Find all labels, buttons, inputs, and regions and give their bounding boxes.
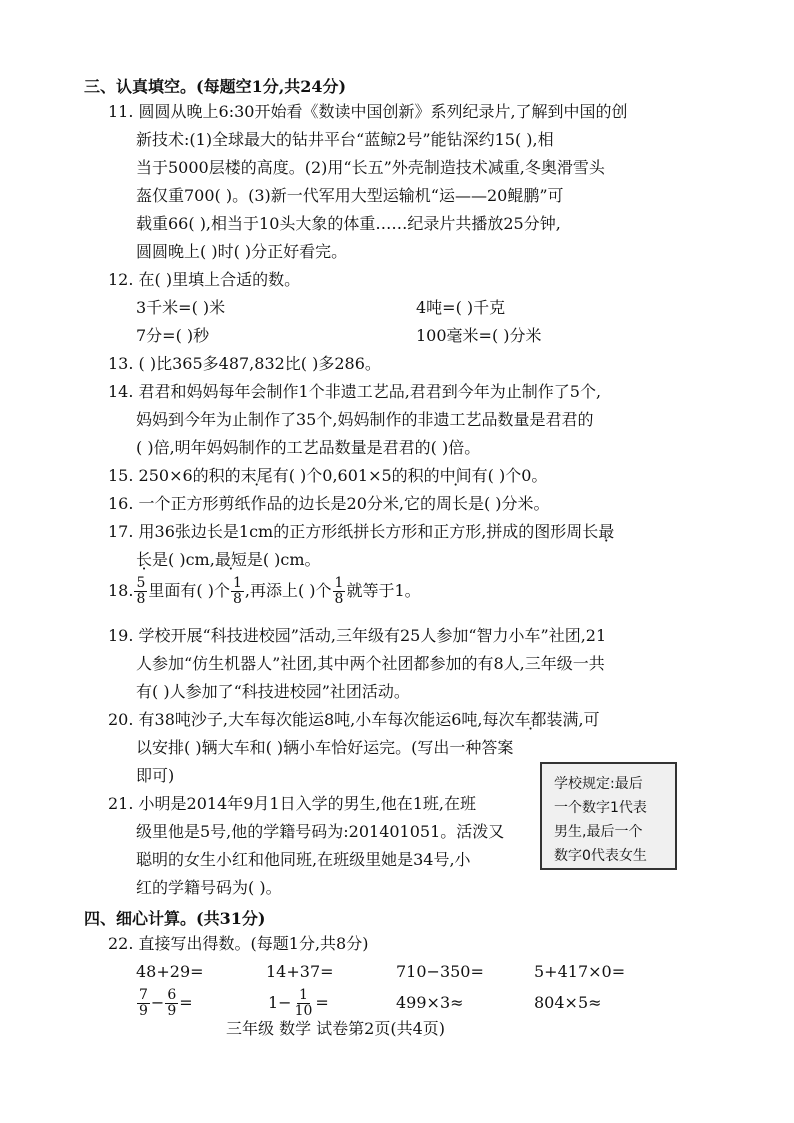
q22-fraction-c: $\frac{1}{10}$ bbox=[294, 987, 313, 1019]
q17-emphasis-1: 最 bbox=[598, 522, 615, 541]
q22-expr-5: $\frac{7}{9}$ − $\frac{6}{9}$ = bbox=[139, 987, 193, 1019]
q16-line-1: 16. 一个正方形剪纸作品的边长是20分米,它的周长是( )分米。 bbox=[108, 494, 550, 513]
q22-expr-8: 804×5≈ bbox=[534, 993, 602, 1012]
q18-fraction-1: $\frac{5}{8}$ bbox=[136, 575, 146, 607]
q11-line-4: 盔仅重700( )。(3)新一代军用大型运输机“运——20鲲鹏”可 bbox=[136, 186, 564, 205]
q11-line-2: 新技术:(1)全球最大的钻井平台“蓝鲸2号”能钻深约15( ),相 bbox=[136, 130, 554, 149]
q20-line-3: 即可) bbox=[136, 766, 175, 785]
q21-line-1: 21. 小明是2014年9月1日入学的男生,他在1班,在班 bbox=[108, 794, 476, 813]
q12-item-a: 3千米=( )米 bbox=[136, 298, 226, 317]
q11-line-5: 载重66( ),相当于10头大象的体重……纪录片共播放25分钟, bbox=[136, 214, 561, 233]
q17-emphasis-3: 最短 bbox=[214, 550, 247, 569]
q20-line-2: 以安排( )辆大车和( )辆小车恰好运完。(写出一种答案 bbox=[136, 738, 514, 757]
q15-line-1: 15. 250×6的积的末尾有( )个0,601×5的积的中间有( )个0。 bbox=[108, 466, 548, 485]
q14-line-2: 妈妈到今年为止制作了35个,妈妈制作的非遗工艺品数量是君君的 bbox=[136, 410, 594, 429]
q12-line-1: 12. 在( )里填上合适的数。 bbox=[108, 270, 301, 289]
q15-emphasis-2: 中间 bbox=[439, 466, 472, 485]
q13-line-1: 13. ( )比365多487,832比( )多286。 bbox=[108, 354, 381, 373]
q21-line-4: 红的学籍号码为( )。 bbox=[136, 878, 282, 897]
q20-emphasis: 每次车都装满 · bbox=[483, 710, 579, 729]
q19-line-2: 人参加“仿生机器人”社团,其中两个社团都参加的有8人,三年级一共 bbox=[136, 654, 605, 673]
q20-line-1: 20. 有38吨沙子,大车每次能运8吨,小车每次能运6吨,每次车都装满 ·,可 bbox=[108, 710, 600, 730]
section-3-title: 三、认真填空。(每题空1分,共24分) bbox=[84, 77, 347, 96]
q22-expr-3: 710−350= bbox=[396, 962, 484, 981]
q22-expr-7: 499×3≈ bbox=[396, 993, 464, 1012]
q12-item-c: 7分=( )秒 bbox=[136, 326, 210, 345]
rule-line-1: 学校规定:最后 bbox=[554, 776, 643, 792]
rule-line-3: 男生,最后一个 bbox=[554, 824, 643, 840]
q19-line-3: 有( )人参加了“科技进校园”社团活动。 bbox=[136, 682, 410, 701]
q19-line-1: 19. 学校开展“科技进校园”活动,三年级有25人参加“智力小车”社团,21 bbox=[108, 626, 607, 645]
q21-line-2: 级里他是5号,他的学籍号码为:201401051。活泼又 bbox=[136, 822, 505, 841]
q12-item-b: 4吨=( )千克 bbox=[416, 298, 506, 317]
q18-line-1: 18. $\frac{5}{8}$ 里面有( )个 $\frac{1}{8}$ ,再添上( )个 $\frac{1}{8}$ 就等于1。 bbox=[108, 575, 421, 607]
q22-expr-6: 1− $\frac{1}{10}$ = bbox=[268, 987, 329, 1019]
q11-line-6: 圆圆晚上( )时( )分正好看完。 bbox=[136, 242, 348, 261]
q14-line-1: 14. 君君和妈妈每年会制作1个非遗工艺品,君君到今年为止制作了5个, bbox=[108, 382, 602, 401]
q17-line-1: 17. 用36张边长是1cm的正方形纸拼长方形和正方形,拼成的图形周长最 bbox=[108, 522, 615, 541]
q21-line-3: 聪明的女生小红和他同班,在班级里她是34号,小 bbox=[136, 850, 471, 869]
q22-expr-4: 5+417×0= bbox=[534, 962, 626, 981]
q17-emphasis-2: 长 bbox=[136, 550, 153, 569]
section-4-title: 四、细心计算。(共31分) bbox=[84, 909, 266, 928]
rule-line-4: 数字0代表女生 bbox=[554, 848, 647, 864]
q22-expr-1: 48+29= bbox=[136, 962, 204, 981]
school-rule-box bbox=[540, 762, 677, 870]
q15-emphasis-1: 末尾 bbox=[240, 466, 273, 485]
q22-fraction-a: $\frac{7}{9}$ bbox=[139, 987, 148, 1019]
q22-expr-2: 14+37= bbox=[266, 962, 334, 981]
rule-line-2: 一个数字1代表 bbox=[554, 800, 647, 816]
q18-fraction-3: $\frac{1}{8}$ bbox=[334, 575, 344, 607]
q22-title: 22. 直接写出得数。(每题1分,共8分) bbox=[108, 934, 369, 953]
q18-fraction-2: $\frac{1}{8}$ bbox=[232, 575, 242, 607]
q17-line-2: 长是( )cm,最短是( )cm。 bbox=[136, 550, 321, 569]
page-footer: 三年级 数学 试卷第2页(共4页) bbox=[226, 1019, 446, 1038]
q22-fraction-b: $\frac{6}{9}$ bbox=[167, 987, 177, 1019]
q11-line-3: 当于5000层楼的高度。(2)用“长五”外壳制造技术减重,冬奥滑雪头 bbox=[136, 158, 605, 177]
q12-item-d: 100毫米=( )分米 bbox=[416, 326, 542, 345]
q11-line-1: 11. 圆圆从晚上6:30开始看《数读中国创新》系列纪录片,了解到中国的创 bbox=[108, 102, 628, 121]
q14-line-3: ( )倍,明年妈妈制作的工艺品数量是君君的( )倍。 bbox=[136, 438, 481, 457]
